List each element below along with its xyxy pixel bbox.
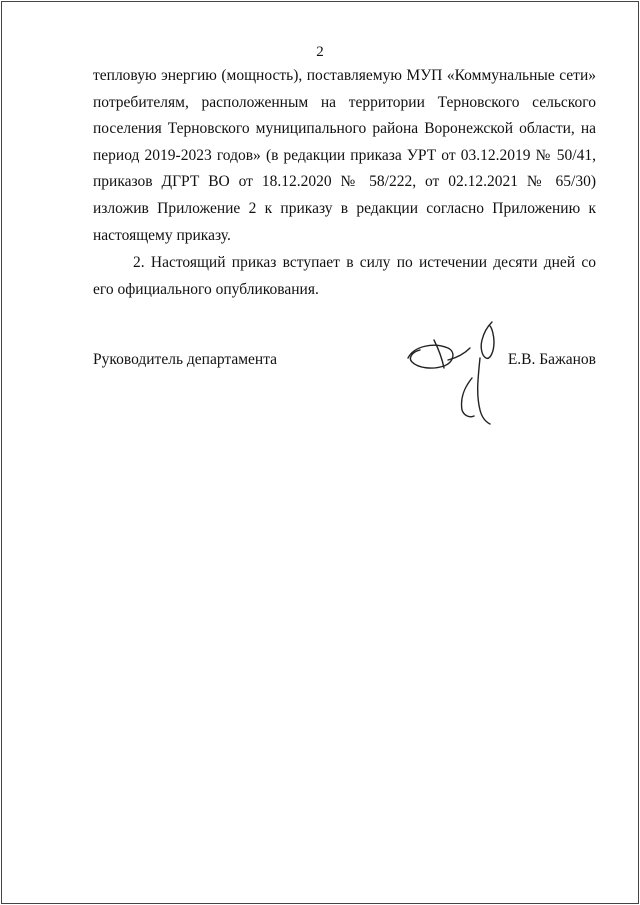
paragraph-1-line-5: приказов ДГРТ ВО от 18.12.2020 № 58/222, от 02.12.2021 № 65/30) <box>93 173 596 191</box>
paragraph-1-line-7: настоящему приказу. <box>93 226 231 244</box>
paragraph-1-line-1: тепловую энергию (мощность), поставляемую МУП «Коммунальные сети» <box>93 67 596 84</box>
signature-block <box>93 351 596 381</box>
paragraph-1-line-6: изложив Приложение 2 к приказу в редакции согласно Приложению к <box>93 199 596 217</box>
paragraph-1-line-4: период 2019-2023 годов» (в редакции приказа УРТ от 03.12.2019 № 50/41, <box>93 146 596 164</box>
paragraph-2-line-2: его официального опубликования. <box>93 280 319 298</box>
paragraph-1-line-2: потребителям, расположенным на территории Терновского сельского <box>93 93 596 111</box>
paragraph-2-line-1: 2. Настоящий приказ вступает в силу по истечении десяти дней со <box>133 254 596 272</box>
paragraph-1-line-3: поселения Терновского муниципального района Воронежской области, на <box>93 120 596 138</box>
handwritten-signature <box>404 318 514 430</box>
signer-position: Руководитель департамента <box>93 351 278 368</box>
document-body <box>93 63 596 303</box>
signer-name: Е.В. Бажанов <box>507 351 596 368</box>
page-number: 2 <box>316 44 324 60</box>
